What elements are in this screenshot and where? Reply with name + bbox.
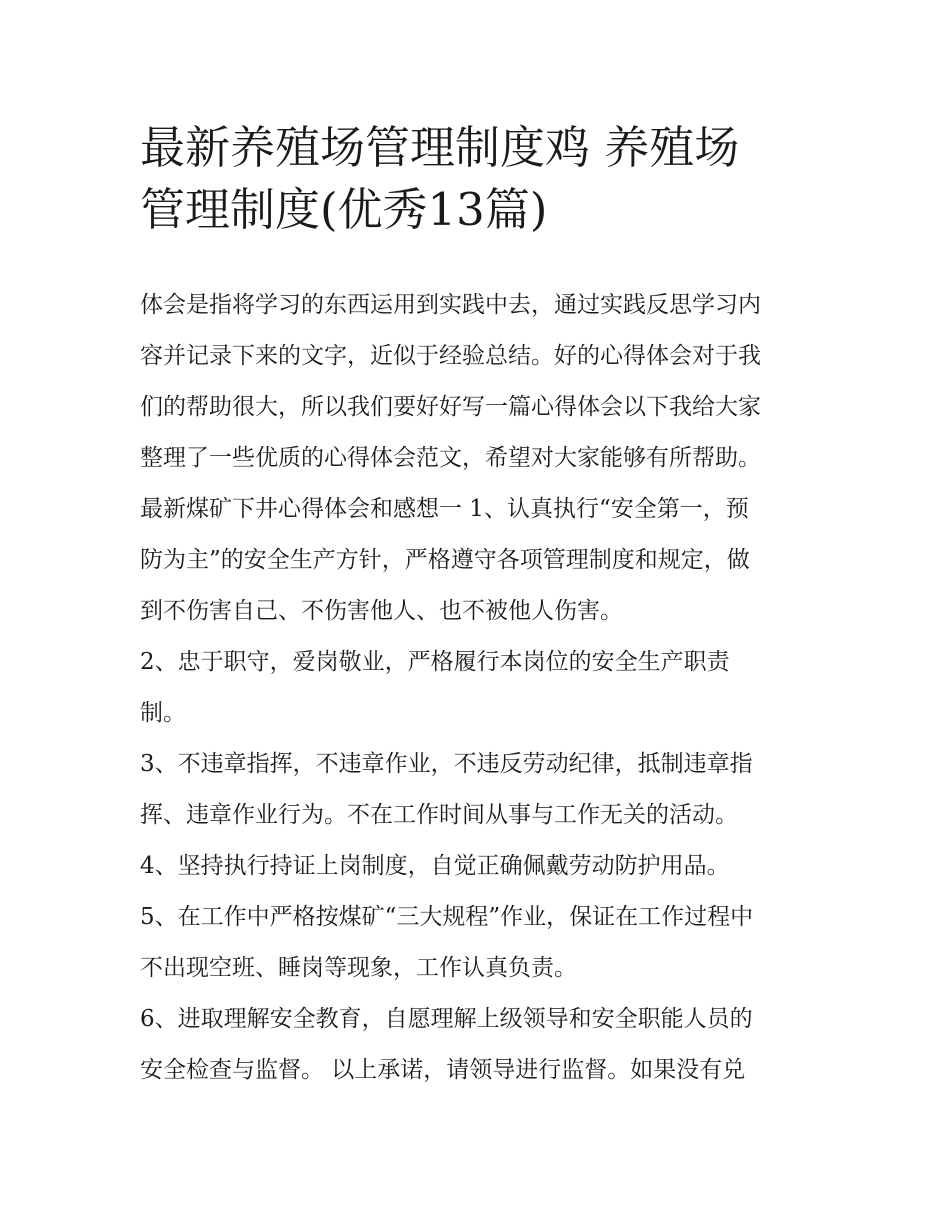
text-line: 安全检查与监督。 以上承诺，请领导进行监督。如果没有兑 <box>140 1057 746 1083</box>
text-line: 体会是指将学习的东西运用到实践中去，通过实践反思学习内 <box>140 292 761 318</box>
text-line: 最新煤矿下井心得体会和感想一 1、认真执行“安全第一，预 <box>140 496 749 522</box>
paragraph-item-3 <box>140 739 830 841</box>
text-line: 3、不违章指挥，不违章作业，不违反劳动纪律，抵制违章指 <box>140 751 753 777</box>
document-title <box>140 117 830 241</box>
text-line: 挥、违章作业行为。不在工作时间从事与工作无关的活动。 <box>140 802 738 828</box>
paragraph-intro <box>140 280 830 637</box>
document-body <box>140 280 830 1096</box>
text-line: 制。 <box>140 700 186 726</box>
text-line: 防为主”的安全生产方针，严格遵守各项管理制度和规定，做 <box>140 547 750 573</box>
text-line: 到不伤害自己、不伤害他人、也不被他人伤害。 <box>140 598 623 624</box>
text-line: 不出现空班、睡岗等现象，工作认真负责。 <box>140 955 577 981</box>
text-line: 6、进取理解安全教育，自愿理解上级领导和安全职能人员的 <box>140 1006 753 1032</box>
text-line: 5、在工作中严格按煤矿“三大规程”作业，保证在工作过程中 <box>140 904 754 930</box>
text-line: 4、坚持执行持证上岗制度，自觉正确佩戴劳动防护用品。 <box>140 853 730 879</box>
paragraph-item-5 <box>140 892 830 994</box>
text-line: 容并记录下来的文字，近似于经验总结。好的心得体会对于我 <box>140 343 761 369</box>
paragraph-item-6 <box>140 994 830 1096</box>
text-line: 2、忠于职守，爱岗敬业，严格履行本岗位的安全生产职责 <box>140 649 730 675</box>
title-line: 管理制度(优秀13篇) <box>140 183 548 236</box>
text-line: 们的帮助很大，所以我们要好好写一篇心得体会以下我给大家 <box>140 394 761 420</box>
paragraph-item-4 <box>140 841 830 892</box>
paragraph-item-2 <box>140 637 830 739</box>
title-line: 最新养殖场管理制度鸡 养殖场 <box>140 121 740 174</box>
text-line: 整理了一些优质的心得体会范文，希望对大家能够有所帮助。 <box>140 445 761 471</box>
